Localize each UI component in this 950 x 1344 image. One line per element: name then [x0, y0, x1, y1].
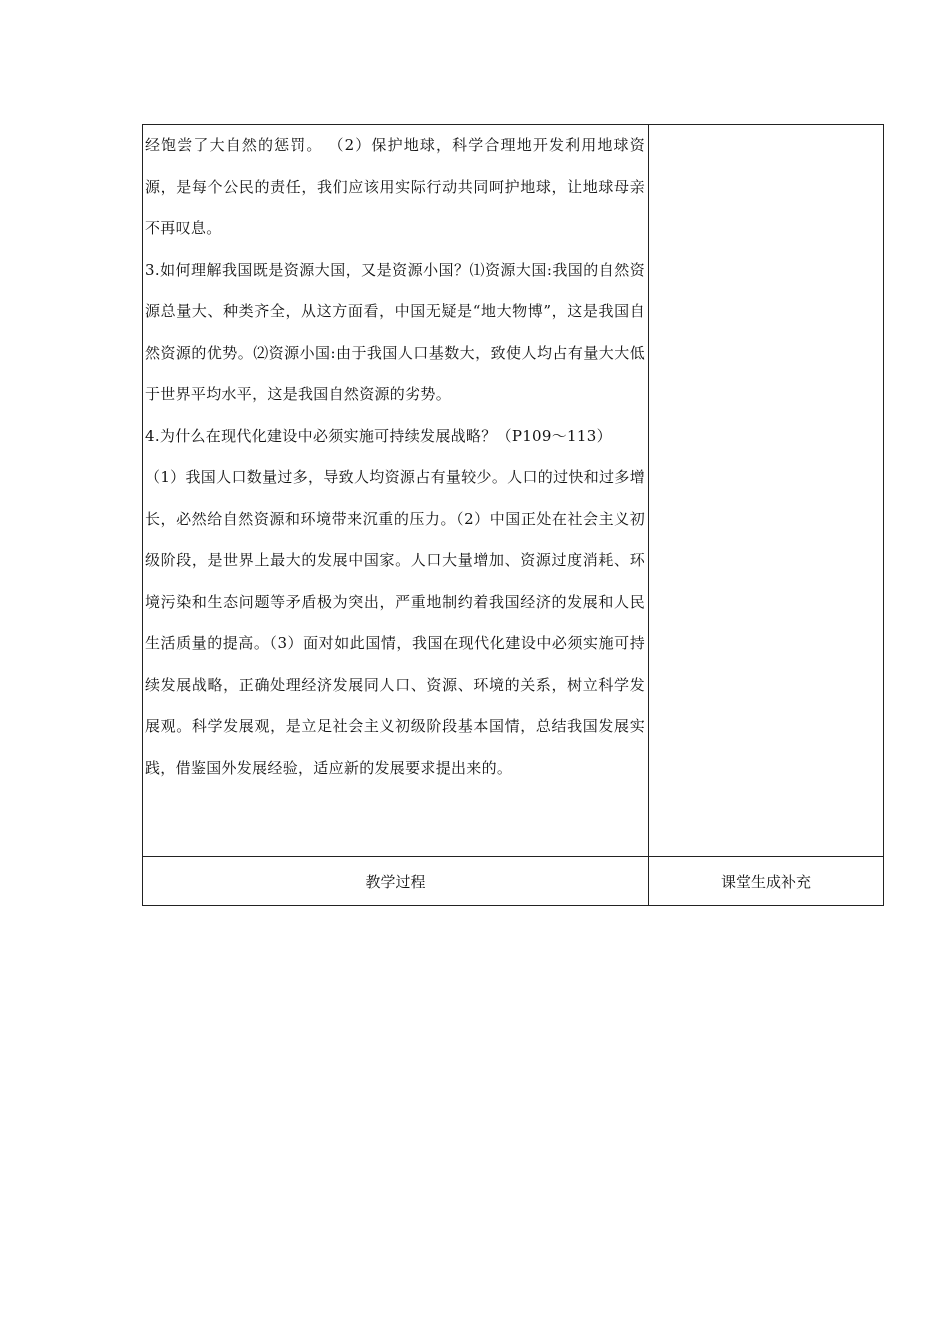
- paragraph-question-4: 4.为什么在现代化建设中必须实施可持续发展战略？（P109～113）: [145, 426, 612, 445]
- teaching-content-cell: [145, 125, 645, 789]
- header-teaching-process: 教学过程: [365, 872, 426, 891]
- header-classroom-supplement: 课堂生成补充: [720, 872, 811, 891]
- paragraph-protect-earth: 经饱尝了大自然的惩罚。 （2）保护地球，科学合理地开发利用地球资源，是每个公民的责任，我们应该用实际行动共同呵护地球，让地球母亲不再叹息。: [145, 136, 645, 237]
- paragraph-answer-4: （1）我国人口数量过多，导致人均资源占有量较少。人口的过快和过多增长，必然给自然资源和环境带来沉重的压力。（2）中国正处在社会主义初级阶段，是世界上最大的发展中国家。人口大量增加、资源过度消耗、环境污染和生态问题等矛盾极为突出，严重地制约着我国经济的发展和人民生活质量的提高。（3）面对如此国情，我国在现代化建设中必须实施可持续发展战略，正确处理经济发展同人口、资源、环境的关系，树立科学发展观。科学发展观，是立足社会主义初级阶段基本国情，总结我国发展实践，借鉴国外发展经验，适应新的发展要求提出来的。: [145, 468, 645, 777]
- lesson-table: [142, 124, 884, 906]
- column-divider: [648, 125, 649, 905]
- paragraph-question-3: 3.如何理解我国既是资源大国，又是资源小国？⑴资源大国:我国的自然资源总量大、种类齐全，从这方面看，中国无疑是“地大物博”，这是我国自然资源的优势。⑵资源小国:由于我国人口基数大，致使人均占有量大大低于世界平均水平，这是我国自然资源的劣势。: [145, 260, 645, 403]
